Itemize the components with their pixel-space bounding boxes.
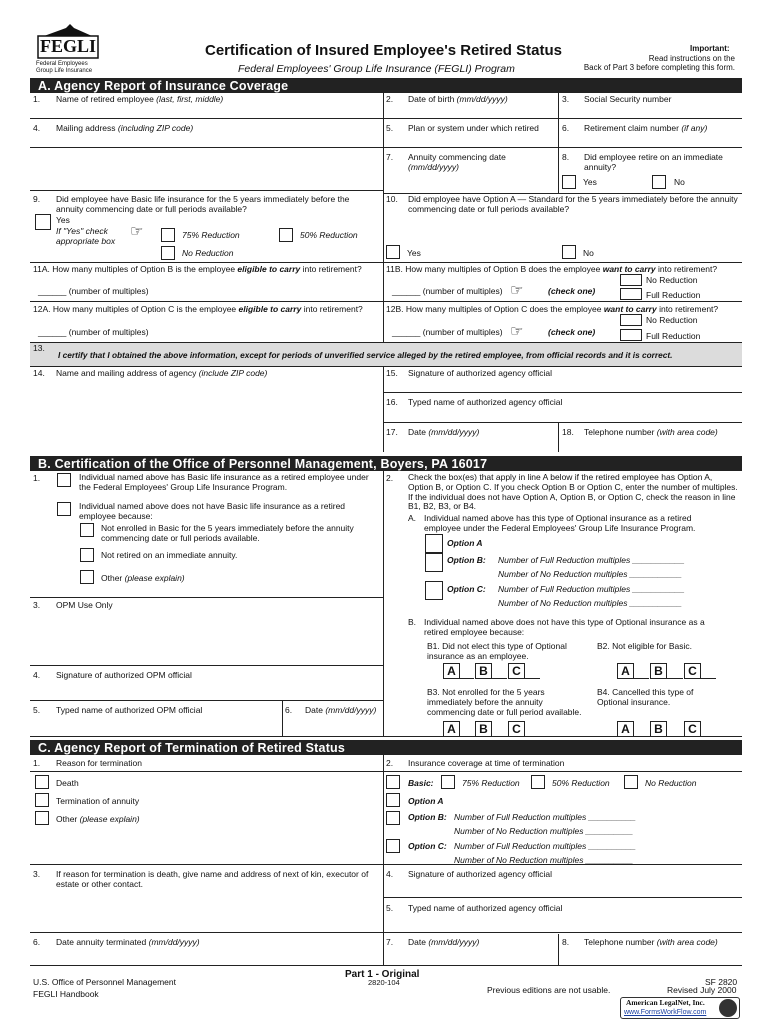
b2-b-box[interactable]: B — [650, 663, 667, 679]
optional-instructions: Check the box(es) that apply in line A below if the retired employee has Option A, Option B, or Option C. If you check Option B or Option C, enter the number of multiples. If the individual does not have Option A, Option B, or Option C, check the reason in line B1, B2, B3, or B4. — [408, 472, 738, 512]
b4-a-box[interactable]: A — [617, 721, 634, 737]
legalnet-name: American LegalNet, Inc. — [626, 998, 705, 1007]
footer-handbook: FEGLI Handbook — [33, 989, 99, 999]
opm-date-field[interactable]: Date (mm/dd/yyyy) — [305, 705, 377, 715]
termination-reason-label: Reason for termination — [56, 758, 142, 768]
footer-org: U.S. Office of Personnel Management — [33, 977, 177, 987]
form-subtitle: Federal Employees' Group Life Insurance (FEGLI) Program — [238, 63, 515, 75]
opm-option-b-no-multiples[interactable]: Number of No Reduction multiples ___________ — [498, 569, 682, 579]
option-b-full-reduction-checkbox[interactable] — [620, 288, 642, 300]
option-c-want-multiples[interactable]: ______ (number of multiples) — [392, 327, 503, 337]
logo-text: FEGLI — [40, 36, 97, 56]
b3-a-box[interactable]: A — [443, 721, 460, 737]
option-b-no-reduction-checkbox[interactable] — [620, 274, 642, 286]
option-b-eligible-multiples[interactable]: ______ (number of multiples) — [38, 286, 149, 296]
annuity-terminated-date-field[interactable]: Date annuity terminated (mm/dd/yyyy) — [56, 937, 200, 947]
basic-5yr-question: Did employee have Basic life insurance for the 5 years immediately before the annuity commencing date or full periods available? — [56, 194, 350, 214]
mailing-address-field[interactable]: Mailing address (including ZIP code) — [56, 123, 194, 133]
agency-signature-field[interactable]: Signature of authorized agency official — [408, 368, 552, 378]
fegli-logo — [36, 22, 100, 62]
opm-option-b-full-multiples[interactable]: Number of Full Reduction multiples ___________ — [498, 555, 685, 565]
option-c-no-reduction-checkbox[interactable] — [620, 314, 642, 326]
section-c-header: C. Agency Report of Termination of Retired Status — [30, 740, 742, 755]
question-11b: 11B. How many multiples of Option B does the employee want to carry into retirement? — [386, 264, 718, 274]
c-signature-field[interactable]: Signature of authorized agency official — [408, 869, 552, 879]
b1-b-box[interactable]: B — [475, 663, 492, 679]
b1-c-box[interactable]: C — [508, 663, 525, 679]
option-c-eligible-multiples[interactable]: ______ (number of multiples) — [38, 327, 149, 337]
immediate-annuity-no-checkbox[interactable] — [652, 175, 666, 189]
opm-signature-field[interactable]: Signature of authorized OPM official — [56, 670, 192, 680]
c-option-b-no-multiples[interactable]: Number of No Reduction multiples __________ — [454, 826, 634, 836]
section-b-header: B. Certification of the Office of Personnel Management, Boyers, PA 16017 — [30, 456, 742, 471]
b4-c-box[interactable]: C — [684, 721, 701, 737]
retiree-name-field[interactable]: Name of retired employee (last, first, middle) — [56, 94, 224, 104]
legalnet-url[interactable]: www.FormsWorkFlow.com — [624, 1009, 707, 1016]
b4-b-box[interactable]: B — [650, 721, 667, 737]
pointing-hand-icon: ☞ — [130, 223, 144, 240]
logo-subtext: Federal Employees Group Life Insurance — [36, 61, 93, 74]
b3-c-box[interactable]: C — [508, 721, 525, 737]
option-a-no-checkbox[interactable] — [562, 245, 576, 259]
question-12a: 12A. How many multiples of Option C is the employee eligible to carry into retirement? — [33, 304, 363, 314]
opm-no-basic-checkbox[interactable] — [57, 502, 71, 516]
coverage-label: Insurance coverage at time of termination — [408, 758, 565, 768]
opm-option-c-checkbox[interactable] — [425, 581, 443, 600]
certification-statement: I certify that I obtained the above information, except for periods of unverified service alleged by the retired employee, from official records and it is correct. — [58, 350, 673, 360]
eagle-seal-icon — [719, 999, 737, 1017]
other-reason-label: Other (please explain) — [56, 814, 140, 824]
c-option-b-full-multiples[interactable]: Number of Full Reduction multiples __________ — [454, 812, 636, 822]
agency-phone-field[interactable]: Telephone number (with area code) — [584, 427, 718, 437]
opm-option-c-full-multiples[interactable]: Number of Full Reduction multiples ___________ — [498, 584, 685, 594]
pointing-hand-icon: ☞ — [510, 282, 524, 299]
c-basic-no-checkbox[interactable] — [624, 775, 638, 789]
opm-has-basic-checkbox[interactable] — [57, 473, 71, 487]
basic-yes-checkbox[interactable] — [35, 214, 51, 230]
agency-date-field[interactable]: Date (mm/dd/yyyy) — [408, 427, 480, 437]
footer-sf: SF 2820 — [705, 977, 738, 987]
b2-c-box[interactable]: C — [684, 663, 701, 679]
option-b-want-multiples[interactable]: ______ (number of multiples) — [392, 286, 503, 296]
important-text: Read instructions on the Back of Part 3 before completing this form. — [583, 54, 735, 73]
opm-other-label: Other (please explain) — [101, 573, 185, 583]
option-a-question: Did employee have Option A — Standard for the 5 years immediately before the annuity commencing date or full periods available? — [408, 194, 738, 214]
claim-number-field[interactable]: Retirement claim number (if any) — [584, 123, 708, 133]
c-option-c-full-multiples[interactable]: Number of Full Reduction multiples __________ — [454, 841, 636, 851]
opm-option-b-checkbox[interactable] — [425, 553, 443, 572]
opm-option-a-checkbox[interactable] — [425, 534, 443, 553]
other-reason-checkbox[interactable] — [35, 811, 49, 825]
c-option-b-checkbox[interactable] — [386, 811, 400, 825]
question-12b: 12B. How many multiples of Option C does the employee want to carry into retirement? — [386, 304, 719, 314]
basic-no-reduction-checkbox[interactable] — [161, 246, 175, 260]
c-option-c-checkbox[interactable] — [386, 839, 400, 853]
c-basic-checkbox[interactable] — [386, 775, 400, 789]
footer-prev-editions: Previous editions are not usable. — [487, 985, 611, 995]
immediate-annuity-yes-checkbox[interactable] — [562, 175, 576, 189]
birth-date-field[interactable]: Date of birth (mm/dd/yyyy) — [408, 94, 508, 104]
basic-75-reduction-checkbox[interactable] — [161, 228, 175, 242]
plan-system-field[interactable]: Plan or system under which retired — [408, 123, 539, 133]
opm-not-retired-checkbox[interactable] — [80, 548, 94, 562]
footer-revised: Revised July 2000 — [667, 985, 737, 995]
c-basic-50-checkbox[interactable] — [531, 775, 545, 789]
important-label: Important: — [690, 44, 730, 53]
b1-a-box[interactable]: A — [443, 663, 460, 679]
agency-typed-name-field[interactable]: Typed name of authorized agency official — [408, 397, 563, 407]
footer-part: Part 1 - Original — [345, 969, 420, 980]
footer-code: 2820-104 — [368, 978, 400, 987]
option-c-full-reduction-checkbox[interactable] — [620, 329, 642, 341]
option-a-yes-checkbox[interactable] — [386, 245, 400, 259]
agency-address-field[interactable]: Name and mailing address of agency (include ZIP code) — [56, 368, 268, 378]
c-option-a-checkbox[interactable] — [386, 793, 400, 807]
b3-b-box[interactable]: B — [475, 721, 492, 737]
pointing-hand-icon: ☞ — [510, 323, 524, 340]
c-basic-75-checkbox[interactable] — [441, 775, 455, 789]
opm-option-c-no-multiples[interactable]: Number of No Reduction multiples ___________ — [498, 598, 682, 608]
next-of-kin-field[interactable]: If reason for termination is death, give name and address of next of kin, executor of estate or other contact. — [56, 869, 369, 889]
ssn-field[interactable]: Social Security number — [584, 94, 672, 104]
opm-not-enrolled-checkbox[interactable] — [80, 523, 94, 537]
form-title: Certification of Insured Employee's Retired Status — [205, 42, 562, 59]
opm-other-checkbox[interactable] — [80, 570, 94, 584]
opm-use-only: OPM Use Only — [56, 600, 113, 610]
c-typed-name-field[interactable]: Typed name of authorized agency official — [408, 903, 563, 913]
basic-50-reduction-checkbox[interactable] — [279, 228, 293, 242]
c-option-c-no-multiples[interactable]: Number of No Reduction multiples __________ — [454, 855, 634, 865]
death-checkbox[interactable] — [35, 775, 49, 789]
question-11a: 11A. How many multiples of Option B is the employee eligible to carry into retirement? — [33, 264, 362, 274]
immediate-annuity-question: Did employee retire on an immediate annuity? — [584, 152, 723, 172]
b2-a-box[interactable]: A — [617, 663, 634, 679]
c-phone-field[interactable]: Telephone number (with area code) — [584, 937, 718, 947]
section-a-header: A. Agency Report of Insurance Coverage — [30, 78, 742, 93]
c-date-field[interactable]: Date (mm/dd/yyyy) — [408, 937, 480, 947]
termination-annuity-checkbox[interactable] — [35, 793, 49, 807]
opm-typed-name-field[interactable]: Typed name of authorized OPM official — [56, 705, 203, 715]
annuity-date-field[interactable]: Annuity commencing date — [408, 152, 506, 162]
